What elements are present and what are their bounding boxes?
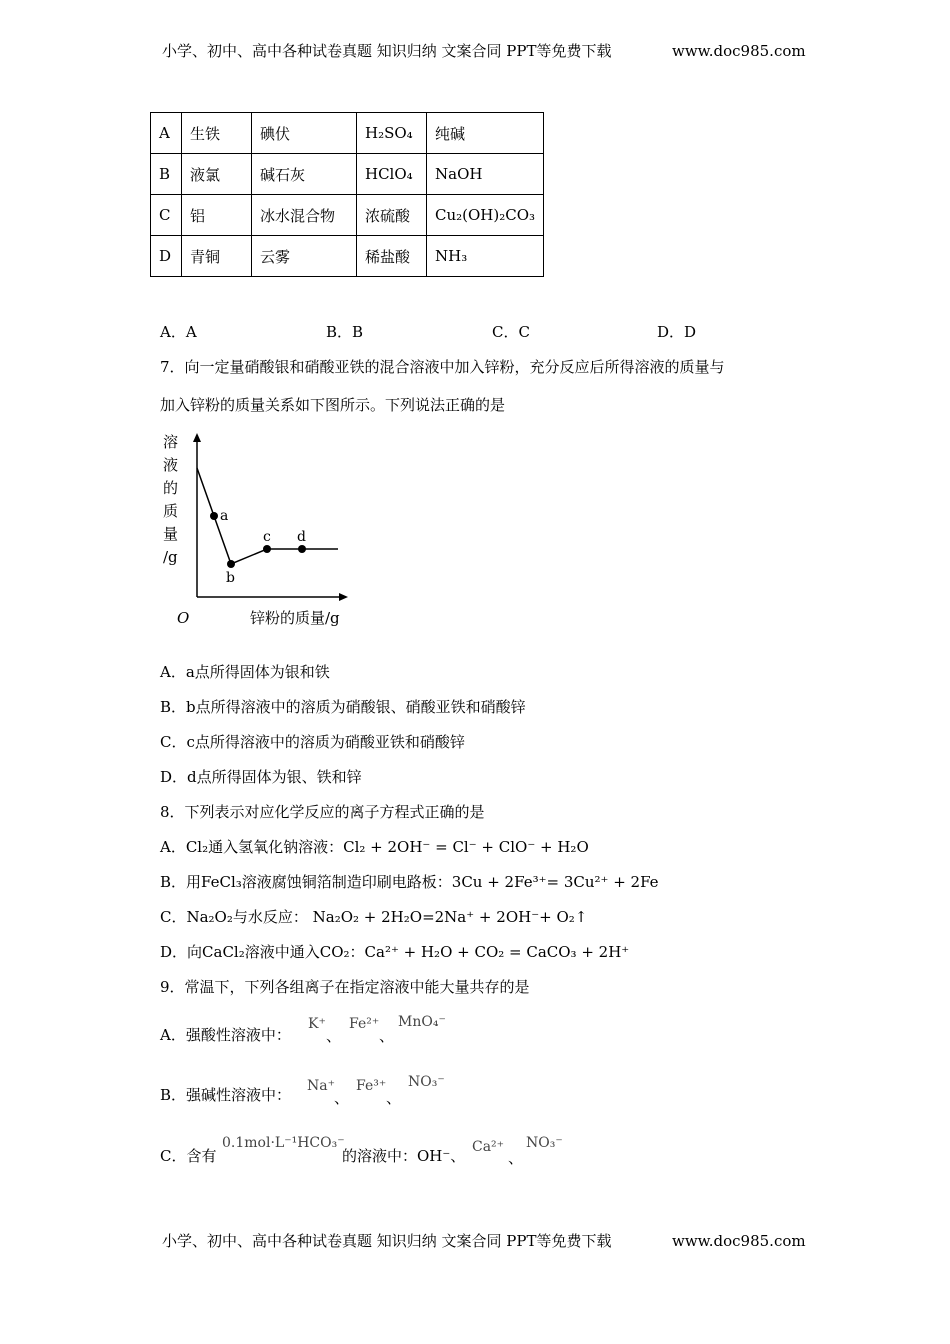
q9-a-ion-1: K⁺: [308, 1016, 326, 1032]
q9-option-a[interactable]: A．强酸性溶液中：: [160, 1026, 291, 1044]
q7-stem-cont: 加入锌粉的质量关系如下图所示。下列说法正确的是: [160, 396, 506, 414]
point-b-label: b: [226, 570, 235, 586]
q9-b-ion-2: Fe³⁺: [356, 1078, 387, 1094]
table-cell: B: [151, 154, 182, 195]
separator: 、: [386, 1089, 402, 1107]
q9-b-ion-3: NO₃⁻: [408, 1074, 445, 1090]
table-cell: 碱石灰: [252, 154, 357, 195]
table-row: [151, 195, 544, 236]
q9-option-c[interactable]: C．含有: [160, 1147, 217, 1165]
table-row: [151, 113, 544, 154]
table-cell: D: [151, 236, 182, 277]
table-cell: 生铁: [182, 113, 252, 154]
q9-a-ion-2: Fe²⁺: [349, 1016, 380, 1032]
y-label-2: 液: [163, 456, 179, 474]
table-cell: 稀盐酸: [357, 236, 427, 277]
q7-option-a[interactable]: A．a点所得固体为银和铁: [160, 663, 330, 681]
point-a: [210, 512, 218, 520]
q7-option-b[interactable]: B．b点所得溶液中的溶质为硝酸银、硝酸亚铁和硝酸锌: [160, 698, 526, 716]
x-axis-label: 锌粉的质量/g: [250, 609, 340, 627]
table-cell: 铝: [182, 195, 252, 236]
table-row: [151, 154, 544, 195]
y-label-1: 溶: [163, 433, 179, 451]
q6-option-d[interactable]: D．D: [657, 323, 697, 341]
point-c-label: c: [263, 529, 271, 545]
table-cell: C: [151, 195, 182, 236]
q9-b-ion-1: Na⁺: [307, 1078, 335, 1094]
classification-table: [150, 112, 544, 277]
q6-option-c[interactable]: C．C: [492, 323, 530, 341]
table-cell: 冰水混合物: [252, 195, 357, 236]
q9-option-b[interactable]: B．强碱性溶液中：: [160, 1086, 292, 1104]
table-cell: 云雾: [252, 236, 357, 277]
table-cell: 浓硫酸: [357, 195, 427, 236]
q8-option-d[interactable]: D．向CaCl₂溶液中通入CO₂：Ca²⁺ + H₂O + CO₂ = CaCO₃ + 2H⁺: [160, 943, 630, 961]
q6-option-a[interactable]: A．A: [160, 323, 197, 341]
y-label-4: 质: [163, 502, 179, 520]
separator: 、: [379, 1027, 395, 1045]
y-axis-arrow: [193, 433, 201, 442]
q8-option-c[interactable]: C．Na₂O₂与水反应： Na₂O₂ + 2H₂O=2Na⁺ + 2OH⁻+ O₂↑: [160, 908, 588, 926]
table-cell: H₂SO₄: [357, 113, 427, 154]
table-row: [151, 236, 544, 277]
table-cell: 青铜: [182, 236, 252, 277]
q7-option-c[interactable]: C．c点所得溶液中的溶质为硝酸亚铁和硝酸锌: [160, 733, 465, 751]
origin-label: O: [177, 609, 190, 627]
q9-stem: 9．常温下，下列各组离子在指定溶液中能大量共存的是: [160, 978, 530, 996]
q7-stem: 7．向一定量硝酸银和硝酸亚铁的混合溶液中加入锌粉，充分反应后所得溶液的质量与: [160, 358, 725, 376]
separator: 、: [508, 1149, 524, 1167]
table-cell: 碘伏: [252, 113, 357, 154]
q9-c-condition: 0.1mol·L⁻¹HCO₃⁻: [222, 1135, 345, 1151]
q7-option-d[interactable]: D．d点所得固体为银、铁和锌: [160, 768, 362, 786]
separator: 、: [334, 1089, 350, 1107]
table-cell: HClO₄: [357, 154, 427, 195]
footer-link[interactable]: www.doc985.com: [672, 1232, 806, 1250]
q9-a-ion-3: MnO₄⁻: [398, 1014, 446, 1030]
point-a-label: a: [220, 508, 229, 524]
table-cell: A: [151, 113, 182, 154]
table-cell: NH₃: [427, 236, 544, 277]
table-cell: NaOH: [427, 154, 544, 195]
point-b: [227, 560, 235, 568]
mass-graph: [155, 425, 370, 635]
point-c: [263, 545, 271, 553]
y-label-3: 的: [163, 479, 179, 497]
separator: 、: [326, 1027, 342, 1045]
y-label-6: /g: [163, 548, 178, 566]
point-d-label: d: [297, 529, 306, 545]
q6-option-b[interactable]: B．B: [326, 323, 364, 341]
q9-option-c-cont: 的溶液中：OH⁻、: [342, 1147, 466, 1165]
y-label-5: 量: [163, 525, 179, 543]
table-cell: Cu₂(OH)₂CO₃: [427, 195, 544, 236]
q8-option-b[interactable]: B．用FeCl₃溶液腐蚀铜箔制造印刷电路板：3Cu + 2Fe³⁺= 3Cu²⁺ + 2Fe: [160, 873, 659, 891]
table-cell: 纯碱: [427, 113, 544, 154]
q8-option-a[interactable]: A．Cl₂通入氢氧化钠溶液：Cl₂ + 2OH⁻ = Cl⁻ + ClO⁻ + H₂O: [160, 838, 589, 856]
header-text: 小学、初中、高中各种试卷真题 知识归纳 文案合同 PPT等免费下载: [162, 42, 612, 60]
footer-text: 小学、初中、高中各种试卷真题 知识归纳 文案合同 PPT等免费下载: [162, 1232, 612, 1250]
header-link[interactable]: www.doc985.com: [672, 42, 806, 60]
point-d: [298, 545, 306, 553]
q9-c-ion-2: NO₃⁻: [526, 1135, 563, 1151]
table-cell: 液氯: [182, 154, 252, 195]
q8-stem: 8．下列表示对应化学反应的离子方程式正确的是: [160, 803, 485, 821]
q9-c-ion-1: Ca²⁺: [472, 1139, 505, 1155]
x-axis-arrow: [339, 593, 348, 601]
